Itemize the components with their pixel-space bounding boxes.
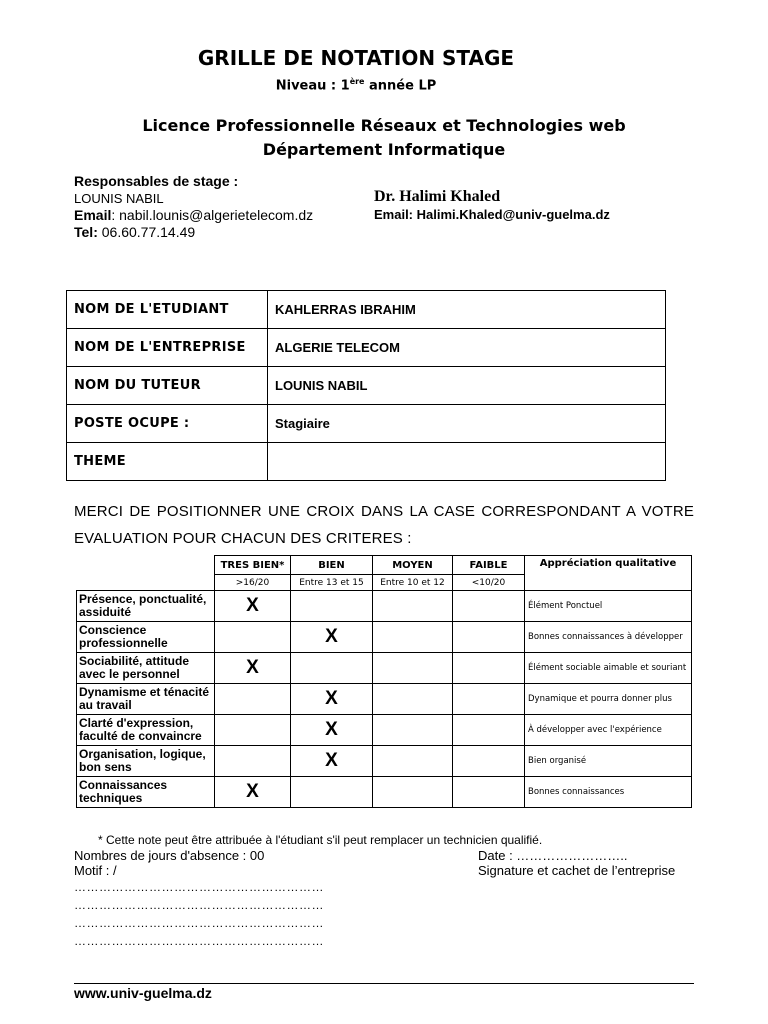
info-label: POSTE OCUPE : <box>67 405 268 443</box>
student-info-row <box>67 329 666 367</box>
appreciation-cell[interactable]: Dynamique et pourra donner plus <box>525 684 692 715</box>
info-value[interactable]: KAHLERRAS IBRAHIM <box>268 291 666 329</box>
criteria-row <box>77 684 692 715</box>
grade-cell[interactable] <box>453 746 525 777</box>
grade-cell[interactable] <box>291 777 373 808</box>
niveau-superscript: ère <box>349 77 365 86</box>
grade-cell[interactable] <box>453 622 525 653</box>
criterion-name: Connaissances techniques <box>77 777 215 808</box>
col-header-faible: FAIBLE <box>453 556 525 575</box>
grade-cell[interactable] <box>215 622 291 653</box>
website-link[interactable]: www.univ-guelma.dz <box>74 985 212 1001</box>
footer-divider <box>74 983 694 984</box>
grade-cell-marked[interactable]: X <box>291 684 373 715</box>
col-header-moyen: MOYEN <box>373 556 453 575</box>
info-label: NOM DE L'ETUDIANT <box>67 291 268 329</box>
info-value[interactable]: ALGERIE TELECOM <box>268 329 666 367</box>
criterion-name: Clarté d'expression, faculté de convaincre <box>77 715 215 746</box>
tel-value: 06.60.77.14.49 <box>97 224 196 240</box>
tel-label: Tel: <box>74 224 98 240</box>
criteria-row <box>77 715 692 746</box>
criteria-row <box>77 777 692 808</box>
academic-supervisor-email: Email: Halimi.Khaled@univ-guelma.dz <box>374 207 610 222</box>
signature-label: Signature et cachet de l’entreprise <box>478 863 676 878</box>
criteria-row <box>77 622 692 653</box>
grade-cell-marked[interactable]: X <box>291 622 373 653</box>
grade-cell-marked[interactable]: X <box>215 591 291 622</box>
student-info-row <box>67 291 666 329</box>
licence-line-2: Département Informatique <box>262 140 506 159</box>
dotted-line: …………………………………………………… <box>74 880 324 894</box>
grade-cell[interactable] <box>215 746 291 777</box>
criteria-row <box>77 653 692 684</box>
dotted-line: …………………………………………………… <box>74 898 324 912</box>
licence-line-1: Licence Professionnelle Réseaux et Technologies web <box>142 116 626 135</box>
grade-cell[interactable] <box>453 684 525 715</box>
grade-cell[interactable] <box>373 653 453 684</box>
col-header-tres-bien: TRES BIEN* <box>215 556 291 575</box>
appreciation-cell[interactable]: Élément Ponctuel <box>525 591 692 622</box>
grade-cell[interactable] <box>373 715 453 746</box>
licence-heading <box>0 114 768 162</box>
col-header-appreciation: Appréciation qualitative <box>525 556 692 591</box>
appreciation-cell[interactable]: À développer avec l'expérience <box>525 715 692 746</box>
criterion-name: Présence, ponctualité, assiduité <box>77 591 215 622</box>
grade-cell-marked[interactable]: X <box>215 777 291 808</box>
info-value[interactable]: Stagiaire <box>268 405 666 443</box>
grade-cell-marked[interactable]: X <box>215 653 291 684</box>
niveau-line <box>0 77 712 93</box>
responsables-heading: Responsables de stage : <box>74 173 239 189</box>
criteria-table <box>76 555 692 808</box>
criteria-row <box>77 746 692 777</box>
student-info-row <box>67 367 666 405</box>
grade-cell[interactable] <box>215 684 291 715</box>
student-info-row <box>67 405 666 443</box>
range-blank-cell <box>77 575 215 591</box>
info-value[interactable]: LOUNIS NABIL <box>268 367 666 405</box>
footnote: * Cette note peut être attribuée à l'étudiant s'il peut remplacer un technicien qualifié. <box>98 833 543 847</box>
responsable-name: LOUNIS NABIL <box>74 191 164 206</box>
email-value: : nabil.lounis@algerietelecom.dz <box>111 207 314 223</box>
criterion-name: Dynamisme et ténacité au travail <box>77 684 215 715</box>
grade-cell[interactable] <box>291 653 373 684</box>
email-label: Email <box>74 207 112 223</box>
grade-cell[interactable] <box>373 684 453 715</box>
info-label: NOM DE L'ENTREPRISE <box>67 329 268 367</box>
criterion-name: Conscience professionnelle <box>77 622 215 653</box>
grade-cell[interactable] <box>373 622 453 653</box>
grade-cell[interactable] <box>453 715 525 746</box>
range-moyen: Entre 10 et 12 <box>373 575 453 591</box>
criteria-row <box>77 591 692 622</box>
niveau-prefix: Niveau : 1 <box>275 78 350 94</box>
info-value[interactable] <box>268 443 666 481</box>
criterion-name: Sociabilité, attitude avec le personnel <box>77 653 215 684</box>
date-field: Date : …………………….. <box>478 848 628 863</box>
grade-cell-marked[interactable]: X <box>291 746 373 777</box>
absence-days: Nombres de jours d'absence : 00 <box>74 848 265 863</box>
header-blank-cell <box>77 556 215 575</box>
grade-cell[interactable] <box>373 746 453 777</box>
page-title: GRILLE DE NOTATION STAGE <box>197 46 515 70</box>
grade-cell[interactable] <box>453 653 525 684</box>
responsables-block <box>74 173 313 241</box>
grade-cell[interactable] <box>453 591 525 622</box>
grade-cell[interactable] <box>291 591 373 622</box>
criteria-header-row <box>77 556 692 575</box>
dotted-line: …………………………………………………… <box>74 934 324 948</box>
info-label: THEME <box>67 443 268 481</box>
dotted-line: …………………………………………………… <box>74 916 324 930</box>
col-header-bien: BIEN <box>291 556 373 575</box>
appreciation-cell[interactable]: Bonnes connaissances <box>525 777 692 808</box>
grade-cell[interactable] <box>453 777 525 808</box>
info-label: NOM DU TUTEUR <box>67 367 268 405</box>
grade-cell[interactable] <box>373 591 453 622</box>
academic-supervisor-name: Dr. Halimi Khaled <box>374 188 501 205</box>
appreciation-cell[interactable]: Bien organisé <box>525 746 692 777</box>
criterion-name: Organisation, logique, bon sens <box>77 746 215 777</box>
range-bien: Entre 13 et 15 <box>291 575 373 591</box>
niveau-suffix: année LP <box>364 78 437 94</box>
instruction-text: MERCI DE POSITIONNER UNE CROIX DANS LA CASE CORRESPONDANT A VOTRE EVALUATION POUR CHACUN DES CRITERES : <box>74 503 694 547</box>
grade-cell[interactable] <box>373 777 453 808</box>
appreciation-cell[interactable]: Bonnes connaissances à développer <box>525 622 692 653</box>
appreciation-cell[interactable]: Élément sociable aimable et souriant <box>525 653 692 684</box>
range-faible: <10/20 <box>453 575 525 591</box>
grade-cell[interactable] <box>215 715 291 746</box>
student-info-table <box>66 290 666 481</box>
motif-field: Motif : / <box>74 863 117 878</box>
student-info-row <box>67 443 666 481</box>
grade-cell-marked[interactable]: X <box>291 715 373 746</box>
range-tres-bien: >16/20 <box>215 575 291 591</box>
